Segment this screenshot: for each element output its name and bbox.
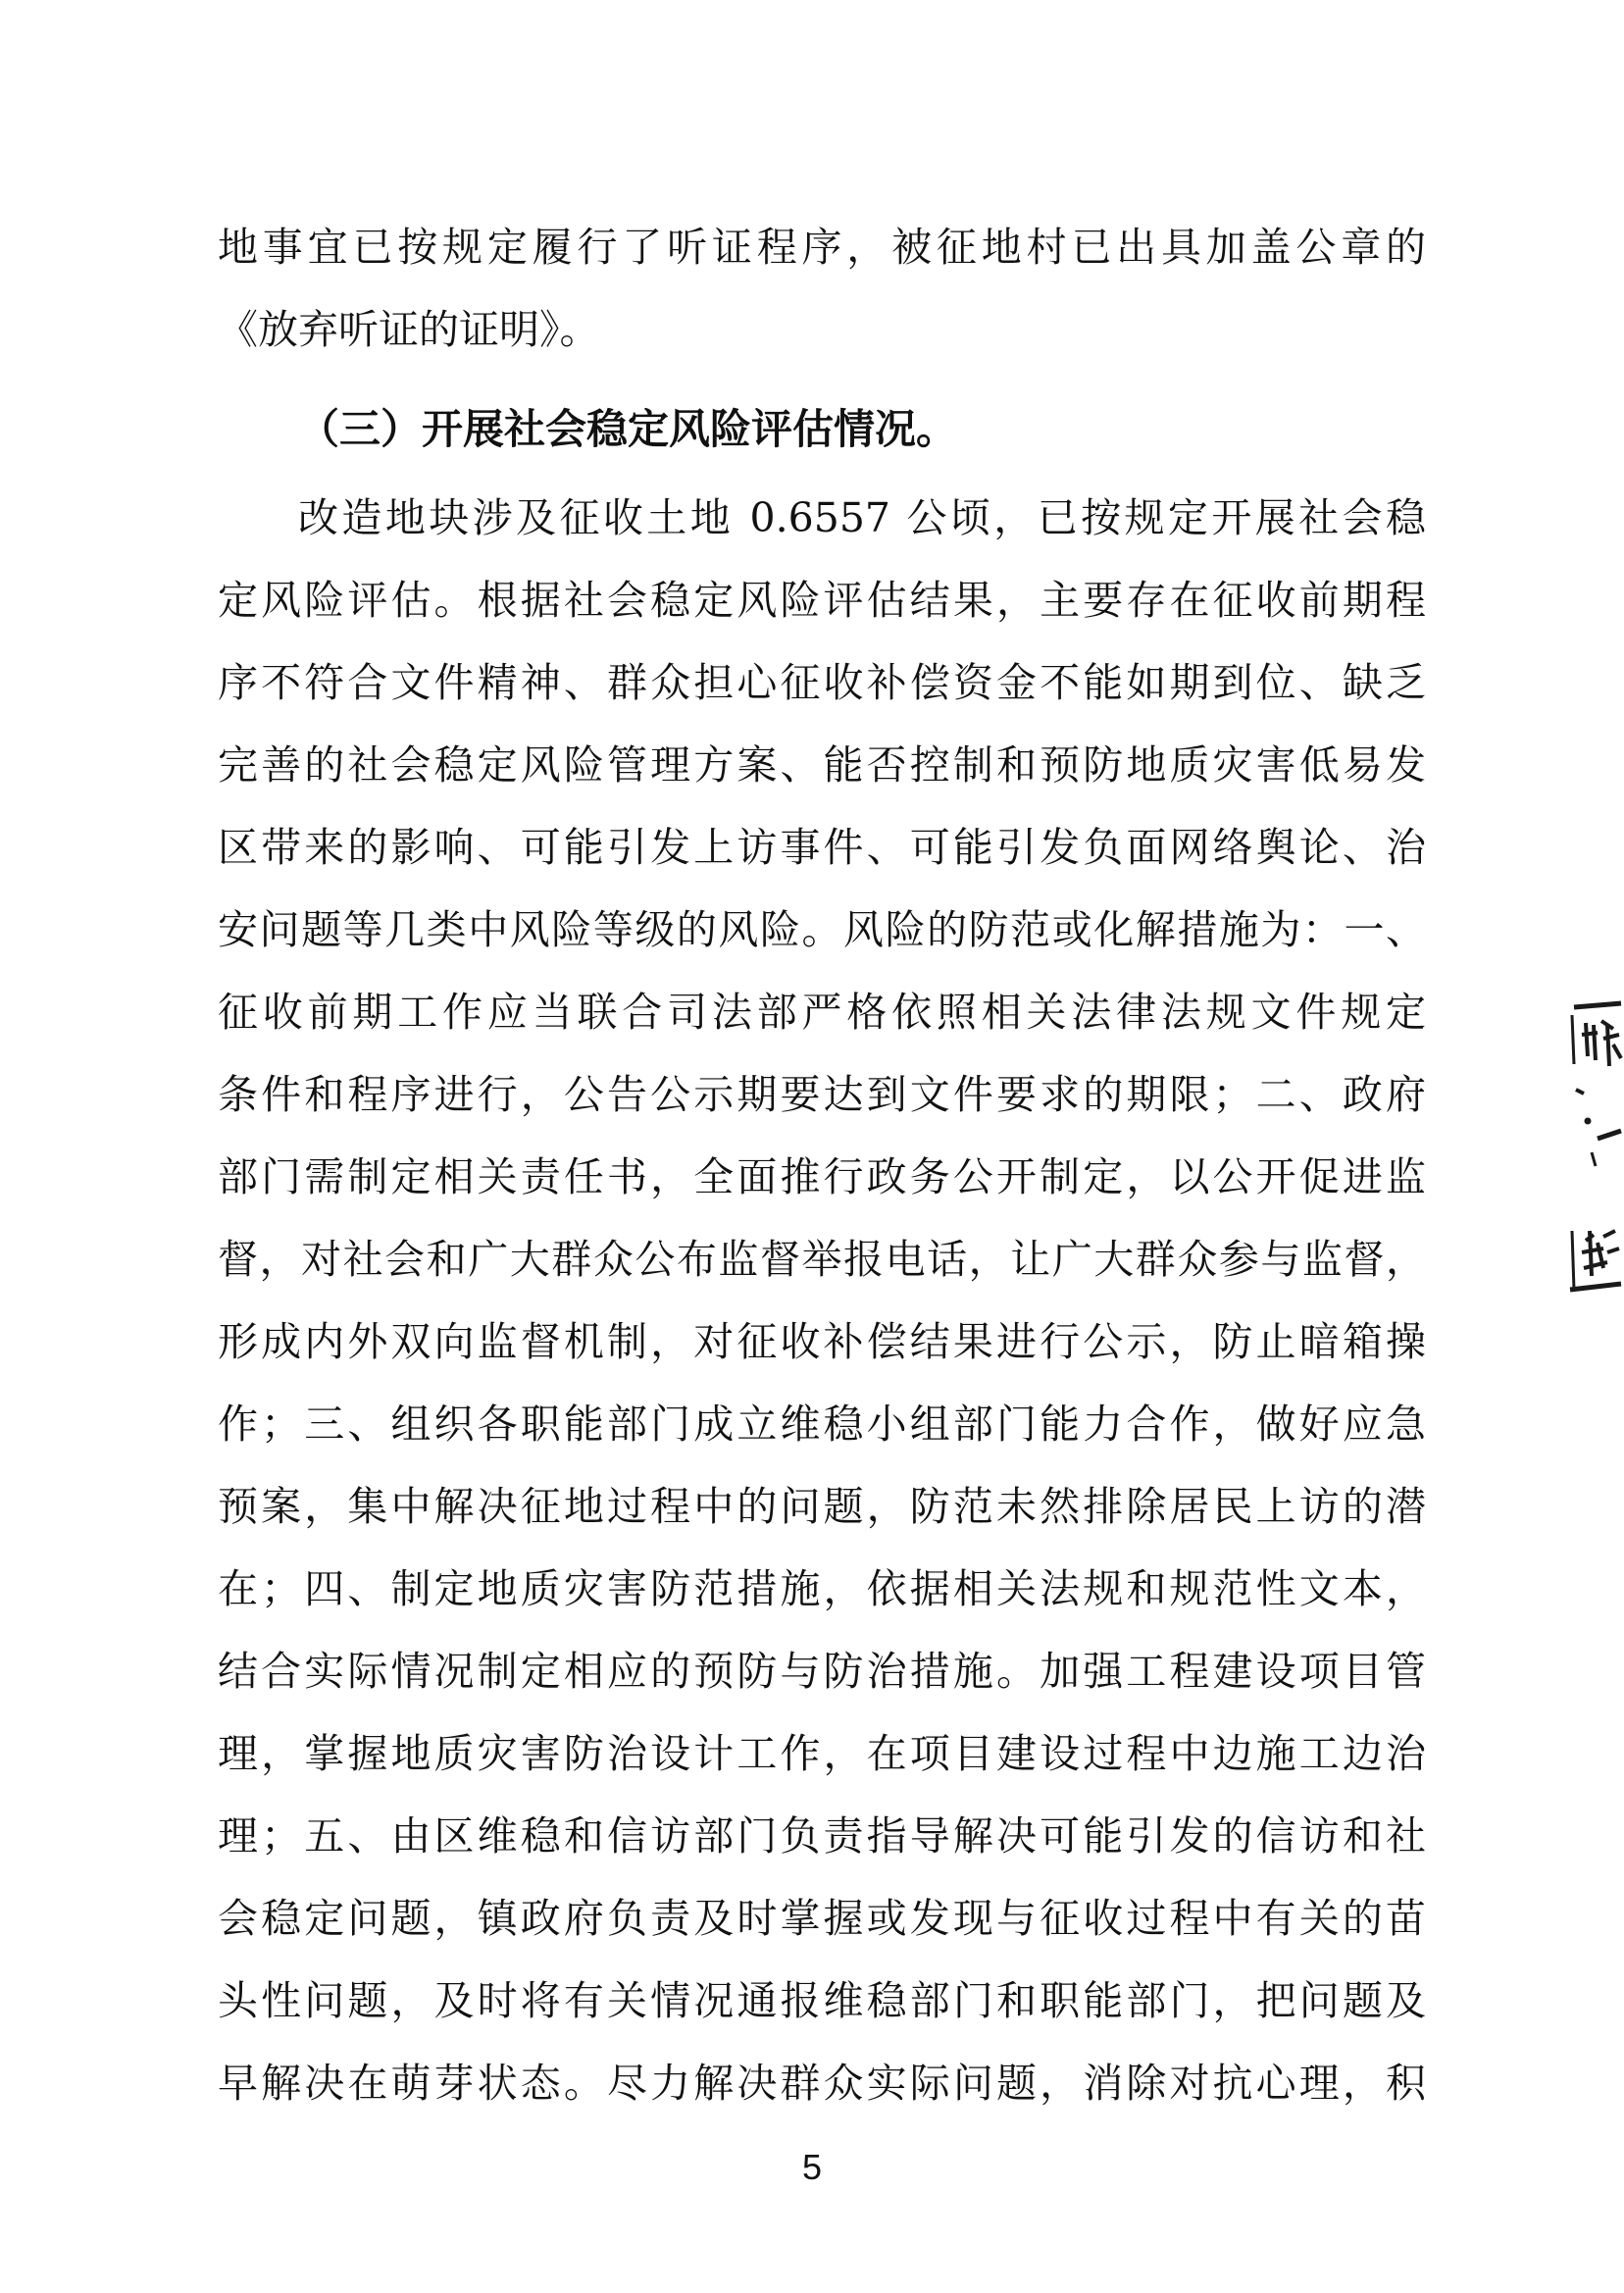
body-text-line: 结合实际情况制定相应的预防与防治措施。加强工程建设项目管 <box>218 1648 1426 1695</box>
body-text-line: 地事宜已按规定履行了听证程序，被征地村已出具加盖公章的 <box>218 224 1426 271</box>
body-text-line: 《放弃听证的证明》。 <box>218 306 600 353</box>
body-text-line: 改造地块涉及征收土地 0.6557 公顷，已按规定开展社会稳 <box>298 494 1426 541</box>
body-text-line: 理；五、由区维稳和信访部门负责指导解决可能引发的信访和社 <box>218 1812 1426 1860</box>
body-text-line: 完善的社会稳定风险管理方案、能否控制和预防地质灾害低易发 <box>218 741 1426 789</box>
body-text-line: 会稳定问题，镇政府负责及时掌握或发现与征收过程中有关的苗 <box>218 1895 1426 1942</box>
page-number: 5 <box>801 2147 823 2187</box>
body-text-line: 征收前期工作应当联合司法部严格依照相关法律法规文件规定 <box>218 989 1426 1036</box>
body-text-line: 理，掌握地质灾害防治设计工作，在项目建设过程中边施工边治 <box>218 1730 1426 1777</box>
body-text-line: 督，对社会和广大群众公布监督举报电话，让广大群众参与监督， <box>218 1236 1426 1283</box>
body-text-line: 条件和程序进行，公告公示期要达到文件要求的期限；二、政府 <box>218 1071 1426 1118</box>
body-text-line: 定风险评估。根据社会稳定风险评估结果，主要存在征收前期程 <box>218 577 1426 624</box>
body-text-line: 区带来的影响、可能引发上访事件、可能引发负面网络舆论、治 <box>218 824 1426 871</box>
body-text-line: 早解决在萌芽状态。尽力解决群众实际问题，消除对抗心理，积 <box>218 2060 1426 2107</box>
body-text-line: 预案，集中解决征地过程中的问题，防范未然排除居民上访的潜 <box>218 1483 1426 1530</box>
section-heading: （三）开展社会稳定风险评估情况。 <box>298 405 958 453</box>
body-text-line: 安问题等几类中风险等级的风险。风险的防范或化解措施为：一、 <box>218 906 1426 953</box>
body-text-line: 部门需制定相关责任书，全面推行政务公开制定，以公开促进监 <box>218 1153 1426 1200</box>
body-text-line: 在；四、制定地质灾害防范措施，依据相关法规和规范性文本， <box>218 1565 1426 1612</box>
body-text-line: 形成内外双向监督机制，对征收补偿结果进行公示，防止暗箱操 <box>218 1318 1426 1365</box>
body-text-line: 序不符合文件精神、群众担心征收补偿资金不能如期到位、缺乏 <box>218 659 1426 706</box>
body-text-line: 作；三、组织各职能部门成立维稳小组部门能力合作，做好应急 <box>218 1401 1426 1448</box>
seam-stamp-icon <box>1564 995 1624 1349</box>
body-text-line: 头性问题，及时将有关情况通报维稳部门和职能部门，把问题及 <box>218 1977 1426 2024</box>
